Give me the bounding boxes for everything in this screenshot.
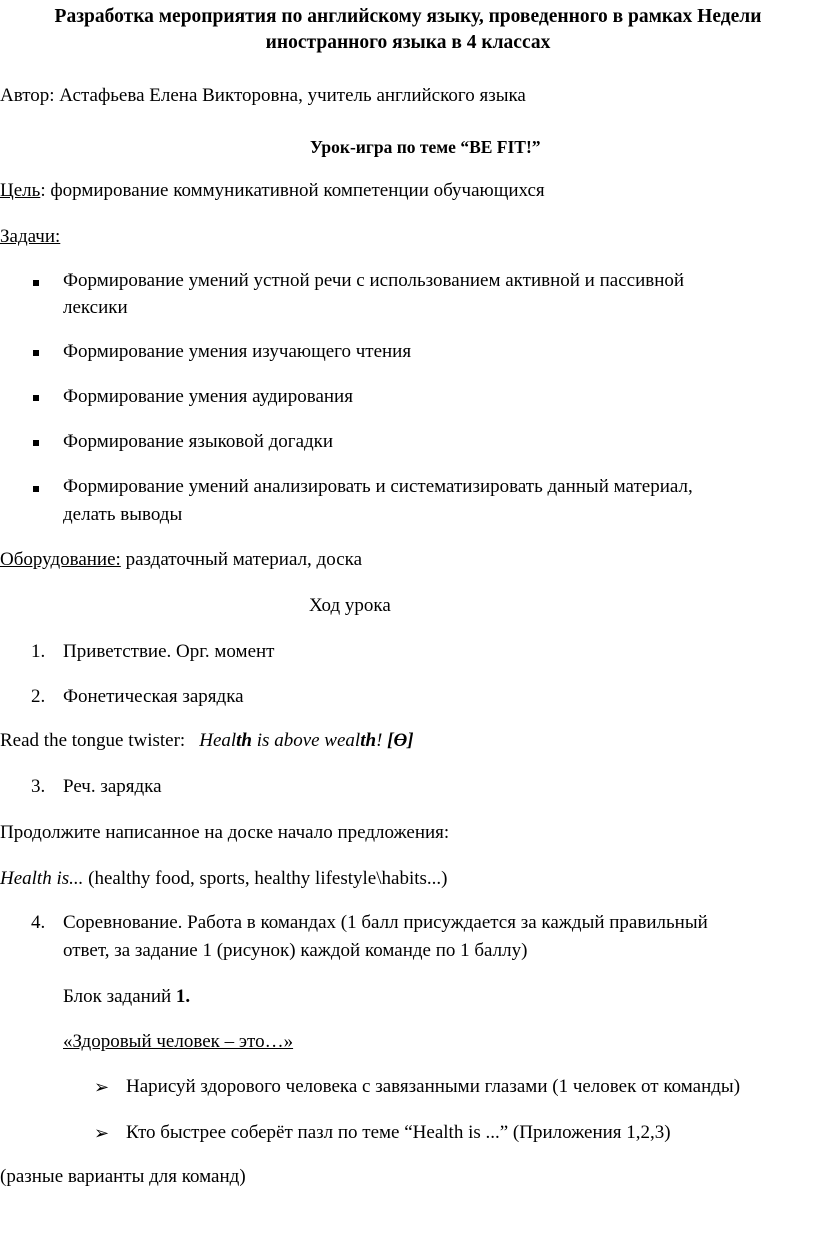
arrow-item: Нарисуй здорового человека с завязанными глазами (1 человек от команды) xyxy=(126,1076,741,1097)
task-item-line1: Формирование умений устной речи с использованием активной и пассивной xyxy=(63,270,685,291)
equipment-label: Оборудование: xyxy=(0,549,121,570)
task-item-line2: делать выводы xyxy=(63,504,183,525)
square-bullet-icon xyxy=(33,350,39,356)
step-text: Реч. зарядка xyxy=(63,776,162,797)
step4-line2: ответ, за задание 1 (рисунок) каждой команде по 1 баллу) xyxy=(63,940,528,961)
goal-line xyxy=(0,178,545,204)
lesson-topic: Урок-игра по теме “BE FIT!” xyxy=(310,137,541,157)
step4-line1: Соревнование. Работа в командах (1 балл присуждается за каждый правильный xyxy=(63,912,708,933)
arrow-bullet-icon: ➢ xyxy=(94,1123,110,1143)
task-item: Формирование умения аудирования xyxy=(63,386,353,407)
square-bullet-icon xyxy=(33,280,39,286)
tongue-twister-part: Heal xyxy=(199,730,237,751)
equipment-text: раздаточный материал, доска xyxy=(120,549,363,570)
step-text: Приветствие. Орг. момент xyxy=(63,641,275,662)
task-item-line1: Формирование умений анализировать и систематизировать данный материал, xyxy=(63,476,693,497)
task-item: Формирование языковой догадки xyxy=(63,431,334,452)
continue-sentence-line: Продолжите написанное на доске начало предложения: xyxy=(0,822,450,843)
healthy-person-heading: «Здоровый человек – это…» xyxy=(63,1031,294,1052)
task-block-number: 1. xyxy=(175,986,191,1007)
tongue-twister-part: ! xyxy=(376,730,388,751)
step-number: 1. xyxy=(31,641,46,662)
square-bullet-icon xyxy=(33,440,39,446)
equipment-line xyxy=(0,547,362,573)
tongue-twister-line xyxy=(0,728,414,754)
tongue-twister-part: is above weal xyxy=(252,730,361,751)
lesson-flow-heading: Ход урока xyxy=(309,595,391,616)
arrow-item: Кто быстрее соберёт пазл по теме “Health is ...” (Приложения 1,2,3) xyxy=(126,1122,671,1143)
goal-label: Цель xyxy=(0,180,41,201)
health-line xyxy=(0,866,447,892)
author-line: Автор: Астафьева Елена Викторовна, учитель английского языка xyxy=(0,85,526,106)
task-block-heading xyxy=(63,984,190,1010)
step-number: 4. xyxy=(31,912,46,933)
step-number: 2. xyxy=(31,686,46,707)
arrow-bullet-icon: ➢ xyxy=(94,1077,110,1097)
tongue-twister-prefix: Read the tongue twister: xyxy=(0,730,186,751)
document-title-line1: Разработка мероприятия по английскому языку, проведенного в рамках Недели xyxy=(54,6,762,27)
task-block-label: Блок заданий xyxy=(63,986,176,1007)
tongue-twister-th: th xyxy=(236,730,253,751)
document-title-line2: иностранного языка в 4 классах xyxy=(265,32,551,53)
goal-text: : формирование коммуникативной компетенции обучающихся xyxy=(40,180,545,201)
task-item: Формирование умения изучающего чтения xyxy=(63,341,412,362)
step-text: Фонетическая зарядка xyxy=(63,686,244,707)
variants-note: (разные варианты для команд) xyxy=(0,1166,246,1187)
tongue-twister-th: th xyxy=(360,730,377,751)
step-number: 3. xyxy=(31,776,46,797)
tasks-label: Задачи: xyxy=(0,226,61,247)
health-examples: (healthy food, sports, healthy lifestyle\habits...) xyxy=(83,868,448,889)
square-bullet-icon xyxy=(33,395,39,401)
square-bullet-icon xyxy=(33,486,39,492)
task-item-line2: лексики xyxy=(63,297,128,318)
health-italic: Health is... xyxy=(0,868,84,889)
phonetic-symbol: [Ө] xyxy=(387,730,414,751)
